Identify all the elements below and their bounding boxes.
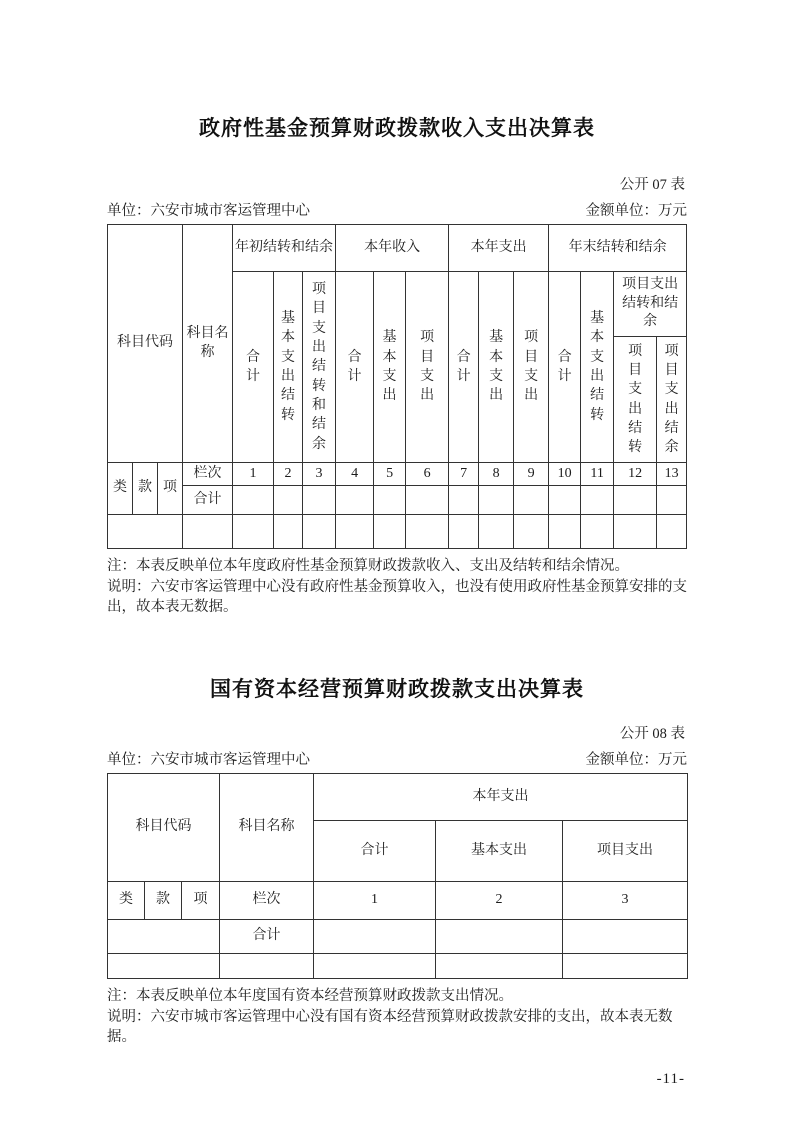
data-cell [436, 920, 563, 954]
table2-doc-number: 公开 08 表 [619, 726, 685, 742]
col-header-g4-project-balance: 项目支出结余 [657, 337, 687, 463]
subject-code-header: 科目代码 [108, 774, 220, 882]
column-index-cell: 3 [563, 882, 688, 920]
data-cell [514, 515, 549, 549]
column-index-row-label: 栏次 [183, 463, 233, 486]
column-index-cell: 6 [406, 463, 449, 486]
section-header: 款 [145, 882, 182, 920]
col-header-g4-project-carryforward: 项目支出结转 [614, 337, 657, 463]
col-header-g1-basic-carryover: 基本支出结转 [274, 272, 303, 463]
table2-note: 注：本表反映单位本年度国有资本经营预算财政拨款支出情况。 [107, 988, 513, 1004]
group-header-begin-year-carryover: 年初结转和结余 [233, 225, 336, 272]
data-cell [314, 920, 436, 954]
column-index-cell: 11 [581, 463, 614, 486]
data-cell [614, 486, 657, 515]
col-header-project-expenditure: 项目支出 [563, 821, 688, 882]
empty-code-cell [108, 515, 183, 549]
table1-amount-unit-label: 金额单位：万元 [585, 203, 687, 219]
column-index-cell: 1 [233, 463, 274, 486]
group-header-current-year-income: 本年收入 [336, 225, 449, 272]
column-index-cell: 9 [514, 463, 549, 486]
data-cell [303, 486, 336, 515]
page-number: -11- [656, 1071, 685, 1087]
data-cell [303, 515, 336, 549]
col-header-g3-project: 项目支出 [514, 272, 549, 463]
column-index-cell: 3 [303, 463, 336, 486]
subject-code-header: 科目代码 [108, 225, 183, 463]
table2-title: 国有资本经营预算财政拨款支出决算表 [210, 678, 584, 701]
data-cell [406, 515, 449, 549]
group-header-current-year-expenditure: 本年支出 [449, 225, 549, 272]
data-cell [274, 515, 303, 549]
data-cell [549, 515, 581, 549]
table1-explanation: 说明：六安市客运管理中心没有政府性基金预算收入，也没有使用政府性基金预算安排的支出，故本表无数据。 [107, 579, 687, 615]
table2-unit-label: 单位：六安市城市客运管理中心 [107, 752, 310, 768]
table2-amount-unit-label: 金额单位：万元 [585, 752, 687, 768]
column-index-cell: 13 [657, 463, 687, 486]
column-index-cell: 4 [336, 463, 374, 486]
table1-doc-number: 公开 07 表 [619, 177, 685, 193]
group-header-current-year-expenditure: 本年支出 [314, 774, 688, 821]
data-cell [336, 515, 374, 549]
col-header-g2-project: 项目支出 [406, 272, 449, 463]
data-cell [436, 954, 563, 979]
table1-title: 政府性基金预算财政拨款收入支出决算表 [199, 117, 595, 140]
data-cell [479, 515, 514, 549]
subject-name-header: 科目名称 [183, 225, 233, 463]
col-header-g3-basic: 基本支出 [479, 272, 514, 463]
column-index-cell: 2 [436, 882, 563, 920]
subgroup-header-g4-project-carryover: 项目支出结转和结余 [614, 272, 687, 337]
table1-note: 注：本表反映单位本年度政府性基金预算财政拨款收入、支出及结转和结余情况。 [107, 558, 629, 574]
column-index-cell: 5 [374, 463, 406, 486]
class-header: 类 [108, 882, 145, 920]
col-header-g1-total: 合计 [233, 272, 274, 463]
state-capital-budget-table [107, 773, 688, 979]
column-index-row-label: 栏次 [220, 882, 314, 920]
data-cell [406, 486, 449, 515]
data-cell [514, 486, 549, 515]
col-header-basic-expenditure: 基本支出 [436, 821, 563, 882]
data-cell [581, 515, 614, 549]
data-cell [449, 515, 479, 549]
data-cell [233, 515, 274, 549]
data-cell [374, 486, 406, 515]
table1-unit-label: 单位：六安市城市客运管理中心 [107, 203, 310, 219]
column-index-cell: 1 [314, 882, 436, 920]
class-header: 类 [108, 463, 133, 515]
col-header-g2-total: 合计 [336, 272, 374, 463]
group-header-year-end-carryover: 年末结转和结余 [549, 225, 687, 272]
data-cell [336, 486, 374, 515]
data-cell [233, 486, 274, 515]
data-cell [449, 486, 479, 515]
subject-name-header: 科目名称 [220, 774, 314, 882]
total-row-label: 合计 [183, 486, 233, 515]
table2-notes [107, 986, 687, 1047]
col-header-g4-total: 合计 [549, 272, 581, 463]
data-cell [657, 515, 687, 549]
table2-explanation: 说明：六安市城市客运管理中心没有国有资本经营预算财政拨款安排的支出，故本表无数据。 [107, 1009, 673, 1045]
empty-code-cell [108, 920, 220, 954]
table2-unit-row [107, 748, 687, 769]
data-cell [479, 486, 514, 515]
column-index-cell: 7 [449, 463, 479, 486]
col-header-total: 合计 [314, 821, 436, 882]
col-header-g3-total: 合计 [449, 272, 479, 463]
data-cell [549, 486, 581, 515]
item-header: 项 [182, 882, 220, 920]
col-header-g4-basic-carryover: 基本支出结转 [581, 272, 614, 463]
data-cell [563, 920, 688, 954]
data-cell [581, 486, 614, 515]
empty-name-cell [183, 515, 233, 549]
empty-name-cell [220, 954, 314, 979]
data-cell [614, 515, 657, 549]
column-index-cell: 8 [479, 463, 514, 486]
section-header: 款 [133, 463, 158, 515]
col-header-g2-basic: 基本支出 [374, 272, 406, 463]
column-index-cell: 12 [614, 463, 657, 486]
data-cell [274, 486, 303, 515]
col-header-g1-project-carryover: 项目支出结转和结余 [303, 272, 336, 463]
total-row-label: 合计 [220, 920, 314, 954]
data-cell [314, 954, 436, 979]
column-index-cell: 2 [274, 463, 303, 486]
table1-notes [107, 556, 687, 617]
empty-code-cell [108, 954, 220, 979]
data-cell [657, 486, 687, 515]
column-index-cell: 10 [549, 463, 581, 486]
data-cell [563, 954, 688, 979]
data-cell [374, 515, 406, 549]
gov-fund-budget-table [107, 224, 687, 549]
item-header: 项 [158, 463, 183, 515]
table1-unit-row [107, 199, 687, 220]
